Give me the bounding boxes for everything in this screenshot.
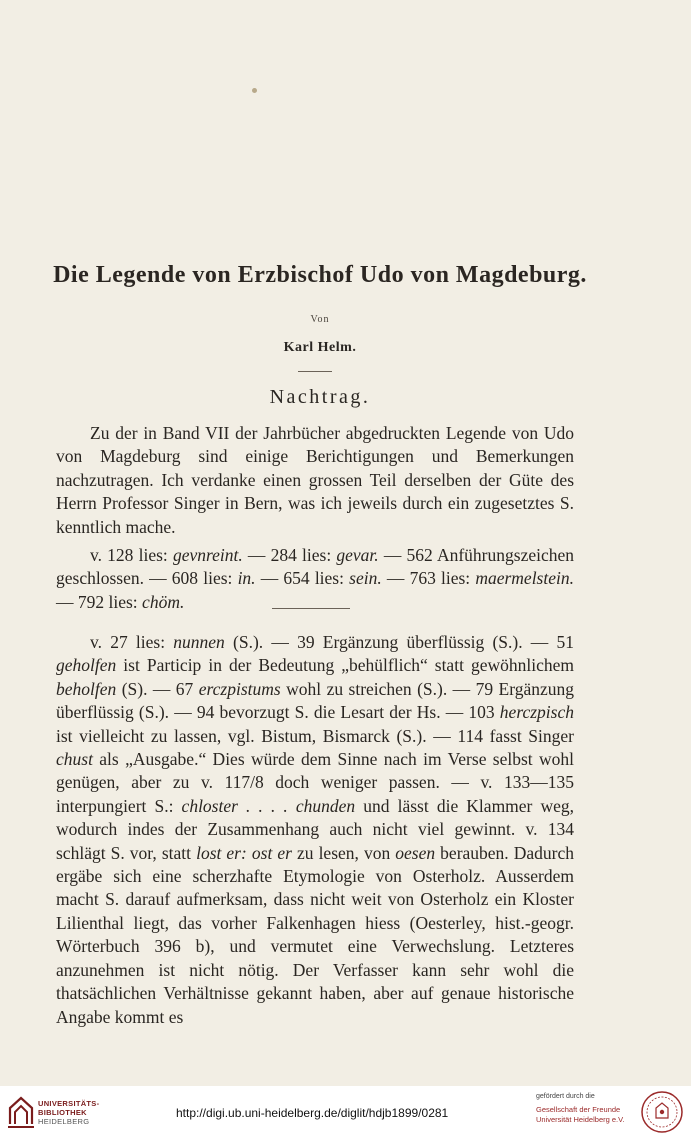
library-name: UNIVERSITÄTS- BIBLIOTHEK HEIDELBERG	[38, 1099, 100, 1126]
italic-term: chust	[56, 749, 93, 770]
text-run: — 654 lies:	[255, 568, 350, 589]
university-seal-icon	[640, 1090, 684, 1134]
ink-dot	[252, 88, 257, 93]
sponsor-intro: gefördert durch die	[536, 1093, 595, 1100]
italic-term: in.	[237, 568, 256, 589]
italic-term: maermelstein.	[475, 568, 574, 589]
italic-term: geholfen	[56, 655, 117, 676]
italic-term: chloster . . . . chunden	[181, 795, 356, 816]
paragraph-intro: Zu der in Band VII der Jahrbücher abgedruckten Legende von Udo von Magdeburg sind einige Berichtigungen und Bemerkungen nachzutragen. Ich verdanke einen grossen Teil derselben der Güte des Herrn Professor Singer in Bern, was ich jeweils durch ein zugesetztes S. kenntlich mache.	[56, 423, 574, 537]
italic-term: beholfen	[56, 678, 117, 699]
sponsor-name: Gesellschaft der Freunde Universität Heidelberg e.V.	[536, 1105, 625, 1124]
text-run: — 562 Anführungszeichen geschlossen. — 608 lies:	[56, 545, 575, 589]
italic-term: oesen	[395, 842, 436, 863]
text-run: und lässt die Klammer weg, wodurch indes der Zusammenhang auch nicht viel gewinnt. v. 134 schlägt S. vor, statt	[56, 795, 575, 863]
section-heading: Nachtrag.	[269, 386, 371, 408]
text-run: ist vielleicht zu lassen, vgl. Bistum, Bismarck (S.). — 114 fasst Singer	[56, 725, 574, 746]
italic-term: herczpisch	[499, 702, 574, 723]
footer-bar	[0, 1086, 691, 1138]
italic-term: gevnreint.	[172, 545, 243, 565]
author-name: Karl Helm.	[283, 340, 357, 355]
article-title: Die Legende von Erzbischof Udo von Magdeburg.	[53, 262, 587, 288]
text-run: als „Ausgabe.“ Dies würde dem Sinne nach im Verse selbst wohl genügen, aber zu v. 117/8 doch weniger passen. — v. 133—135 interpungiert S.:	[56, 749, 574, 816]
byline-prefix: Von	[310, 314, 330, 325]
text-run: berauben. Dadurch ergäbe sich eine scherzhafte Etymologie von Osterholz. Ausserdem macht S. darauf aufmerksam, dass nicht weit von Osterholz ein Kloster Lilienthal liegt, das vorher Falkenhagen hiess (Oesterley, hist.-geogr. Wörterbuch 396 b), und vermutet eine Verwechslung. Letzteres anzunehmen ist nicht nötig. Der Verfasser kann sehr wohl die thatsächlichen Verhältnisse gekannt haben, aber auf genaue historische Angabe kommt es	[56, 842, 574, 1027]
italic-term: lost er: ost er	[196, 842, 292, 863]
text-run: wohl zu streichen (S.). — 79 Ergänzung überflüssig (S.). — 94 bevorzugt S. die Lesart der Hs. — 103	[56, 678, 575, 723]
paragraph-corrections-2	[56, 631, 574, 1029]
text-run: v. 27 lies:	[90, 632, 174, 652]
text-run: ist Particip in der Bedeutung „behülflich“ statt gewöhnlichem	[116, 655, 574, 676]
text-run: zu lesen, von	[291, 842, 396, 863]
digital-library-url[interactable]: http://digi.ub.uni-heidelberg.de/diglit/hdjb1899/0281	[176, 1106, 449, 1120]
text-run: — 284 lies:	[242, 545, 337, 565]
italic-term: sein.	[349, 568, 382, 589]
library-logo-icon	[6, 1094, 36, 1130]
text-run: v. 128 lies:	[90, 545, 173, 565]
paragraph-corrections-1	[56, 544, 574, 614]
text-run: (S.). — 39 Ergänzung überflüssig (S.). — 51	[224, 632, 575, 652]
text-run: — 763 lies:	[381, 568, 476, 589]
italic-term: erczpistums	[198, 678, 281, 699]
italic-term: chöm.	[142, 591, 185, 612]
divider	[272, 608, 350, 609]
text-run: — 792 lies:	[56, 591, 143, 612]
italic-term: gevar.	[336, 545, 379, 565]
italic-term: nunnen	[173, 632, 225, 652]
text-run: (S). — 67	[116, 678, 199, 699]
divider	[298, 371, 332, 372]
